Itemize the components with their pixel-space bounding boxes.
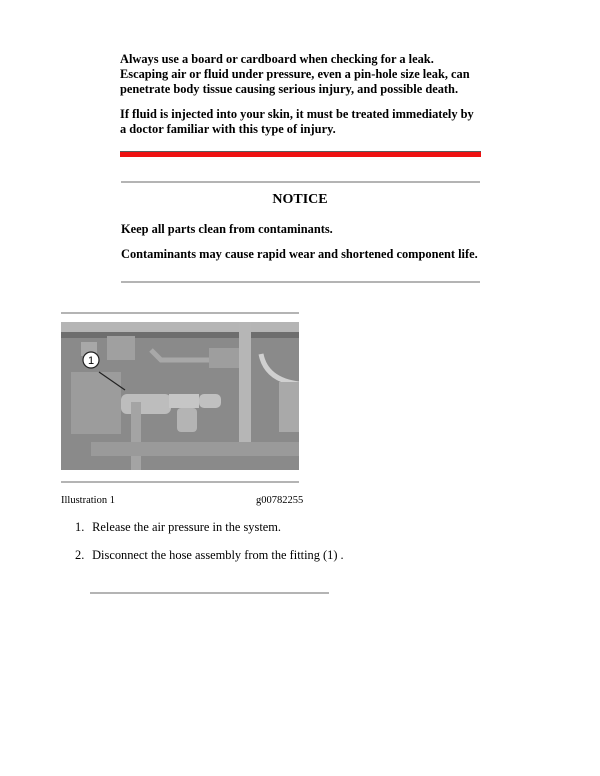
svg-text:1: 1 [87,355,95,367]
step-item [75,520,344,535]
illustration-photo [61,322,299,470]
step-number: 1. [75,520,85,534]
illustration-label: Illustration 1 [61,495,115,506]
notice-line: Keep all parts clean from contaminants. [121,222,333,236]
notice-bottom-divider [121,281,480,283]
warning-red-bar [120,151,481,157]
warning-text-block [120,52,480,147]
notice-top-divider [121,181,480,183]
warning-paragraph: If fluid is injected into your skin, it must be treated immediately by a doctor familiar with this type of injury. [120,107,474,136]
step-text: Release the air pressure in the system. [92,520,282,534]
notice-title: NOTICE [272,192,328,207]
machine-photo-icon [61,322,299,470]
illustration-top-divider [61,312,299,314]
notice-line: Contaminants may cause rapid wear and shortened component life. [121,247,478,261]
warning-paragraph: Always use a board or cardboard when checking for a leak. Escaping air or fluid under pressure, even a pin-hole size leak, can penetrate body tissue causing serious injury, and possible death. [120,52,470,96]
procedure-steps [75,520,344,576]
illustration-id: g00782255 [256,495,304,506]
step-item [75,548,344,563]
section-end-divider [90,592,329,594]
step-number: 2. [75,548,85,562]
illustration-bottom-divider [61,481,299,483]
step-text: Disconnect the hose assembly from the fitting (1) . [92,548,344,562]
